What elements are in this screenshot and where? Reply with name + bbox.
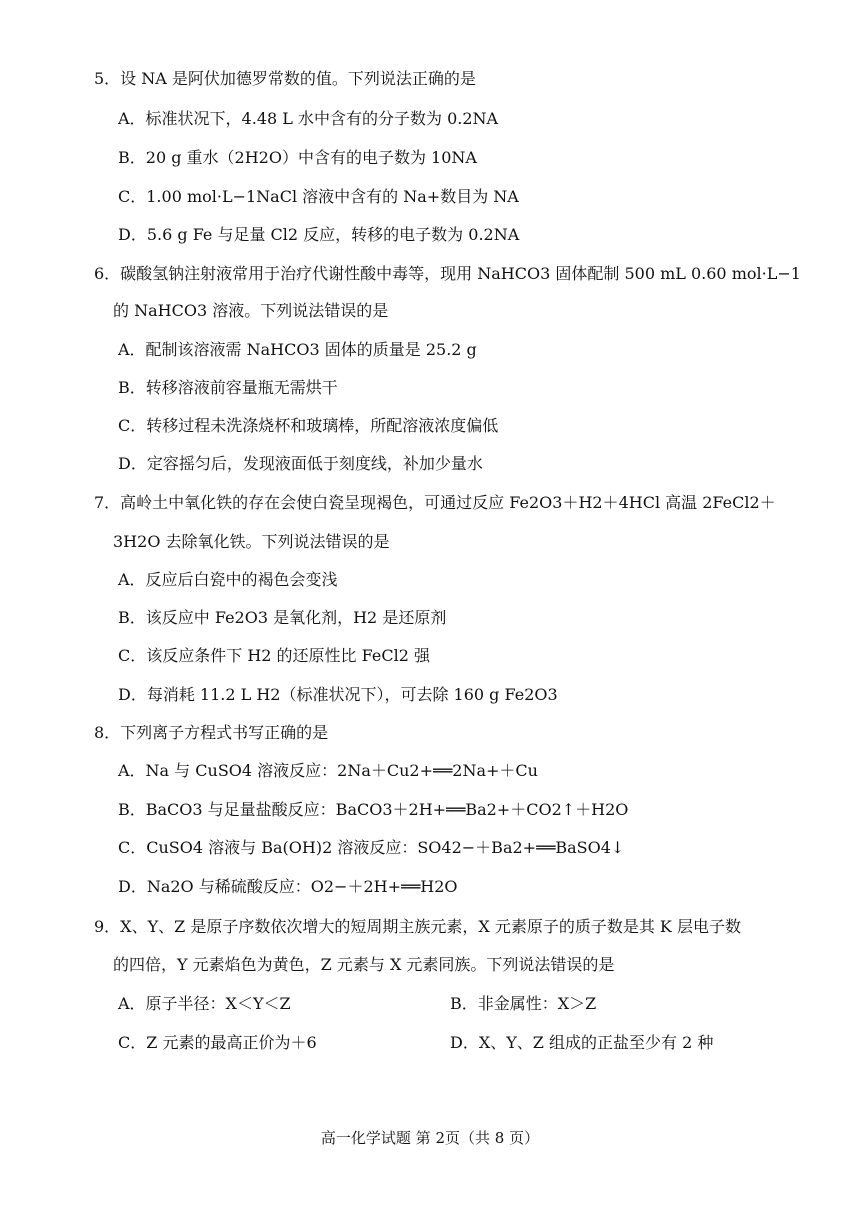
q7-option-c: C．该反应条件下 H2 的还原性比 FeCl2 强 (118, 646, 430, 665)
q6-option-b: B．转移溶液前容量瓶无需烘干 (118, 378, 338, 397)
q8-option-c: C．CuSO4 溶液与 Ba(OH)2 溶液反应：SO42−＋Ba2+══BaSO4↓ (118, 838, 625, 857)
q8-stem: 8．下列离子方程式书写正确的是 (94, 723, 329, 742)
q9-option-a: A．原子半径：X＜Y＜Z (118, 994, 291, 1013)
q6-option-a: A．配制该溶液需 NaHCO3 固体的质量是 25.2 g (118, 340, 477, 359)
q9-option-b: B．非金属性：X＞Z (450, 994, 597, 1013)
q5-option-a: A．标准状况下，4.48 L 水中含有的分子数为 0.2NA (118, 109, 499, 128)
q7-option-d: D．每消耗 11.2 L H2（标准状况下），可去除 160 g Fe2O3 (118, 685, 558, 704)
q7-stem-line2: 3H2O 去除氧化铁。下列说法错误的是 (113, 532, 390, 551)
q6-option-c: C．转移过程未洗涤烧杯和玻璃棒，所配溶液浓度偏低 (118, 416, 499, 435)
q9-option-d: D．X、Y、Z 组成的正盐至少有 2 种 (450, 1033, 714, 1052)
q6-stem-line2: 的 NaHCO3 溶液。下列说法错误的是 (113, 301, 389, 320)
q9-option-c: C．Z 元素的最高正价为＋6 (118, 1033, 317, 1052)
q6-stem-line1: 6．碳酸氢钠注射液常用于治疗代谢性酸中毒等，现用 NaHCO3 固体配制 500 mL 0.60 mol·L−1 (94, 264, 801, 283)
q9-stem-line1: 9．X、Y、Z 是原子序数依次增大的短周期主族元素，X 元素原子的质子数是其 K 层电子数 (94, 917, 741, 936)
page-footer: 高一化学试题 第 2页（共 8 页） (320, 1129, 540, 1147)
q5-stem: 5．设 NA 是阿伏加德罗常数的值。下列说法正确的是 (94, 69, 476, 88)
q8-option-b: B．BaCO3 与足量盐酸反应：BaCO3＋2H+══Ba2+＋CO2↑＋H2O (118, 800, 629, 819)
q7-stem-line1: 7．高岭土中氧化铁的存在会使白瓷呈现褐色，可通过反应 Fe2O3＋H2＋4HCl 高温 2FeCl2＋ (94, 493, 776, 512)
q7-option-a: A．反应后白瓷中的褐色会变浅 (118, 570, 338, 589)
q5-option-b: B．20 g 重水（2H2O）中含有的电子数为 10NA (118, 148, 477, 167)
q9-stem-line2: 的四倍，Y 元素焰色为黄色，Z 元素与 X 元素同族。下列说法错误的是 (113, 955, 615, 974)
q6-option-d: D．定容摇匀后，发现液面低于刻度线，补加少量水 (118, 454, 483, 473)
q8-option-d: D．Na2O 与稀硫酸反应：O2−＋2H+══H2O (118, 877, 458, 896)
q8-option-a: A．Na 与 CuSO4 溶液反应：2Na＋Cu2+══2Na+＋Cu (118, 761, 538, 780)
q7-option-b: B．该反应中 Fe2O3 是氧化剂，H2 是还原剂 (118, 608, 447, 627)
q5-option-d: D．5.6 g Fe 与足量 Cl2 反应，转移的电子数为 0.2NA (118, 225, 520, 244)
q5-option-c: C．1.00 mol·L−1NaCl 溶液中含有的 Na+数目为 NA (118, 187, 519, 206)
